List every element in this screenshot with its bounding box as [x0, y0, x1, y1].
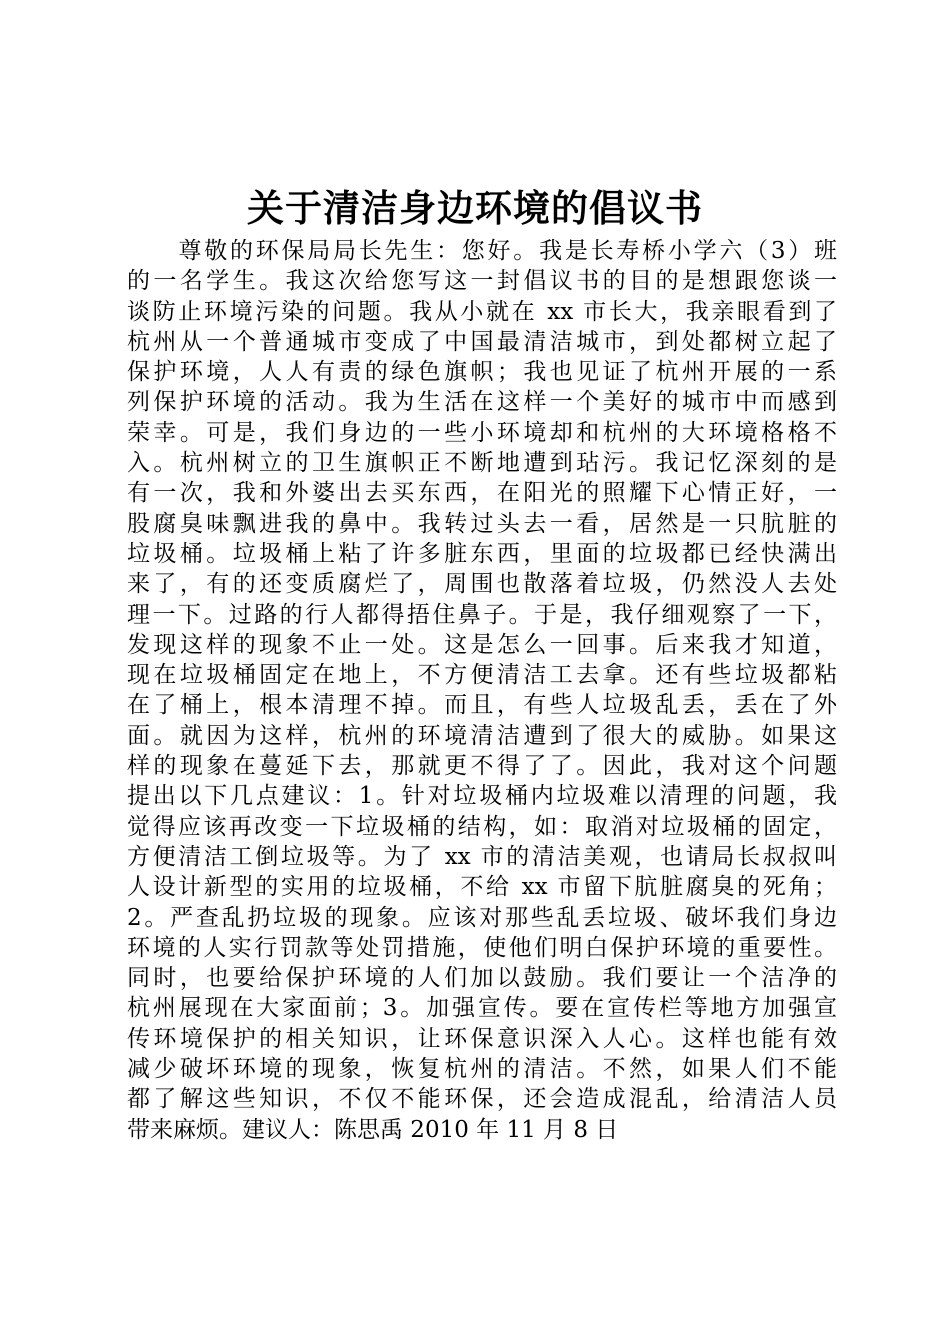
- body-line: 垃圾桶。垃圾桶上粘了许多脏东西，里面的垃圾都已经快满出: [127, 540, 837, 567]
- body-line: 杭州从一个普通城市变成了中国最清洁城市，到处都树立起了: [127, 328, 837, 355]
- body-line: 提出以下几点建议：1。针对垃圾桶内垃圾难以清理的问题，我: [127, 783, 837, 810]
- body-line: 理一下。过路的行人都得捂住鼻子。于是，我仔细观察了一下，: [127, 601, 837, 628]
- body-line: 带来麻烦。建议人：陈思禹 2010 年 11 月 8 日: [127, 1116, 619, 1143]
- body-line: 谈防止环境污染的问题。我从小就在 xx 市长大，我亲眼看到了: [127, 298, 837, 325]
- body-line: 发现这样的现象不止一处。这是怎么一回事。后来我才知道，: [127, 631, 837, 658]
- body-line: 的一名学生。我这次给您写这一封倡议书的目的是想跟您谈一: [127, 268, 837, 295]
- body-line: 减少破坏环境的现象，恢复杭州的清洁。不然，如果人们不能: [127, 1056, 837, 1083]
- document-title: 关于清洁身边环境的倡议书: [247, 186, 703, 230]
- body-line: 觉得应该再改变一下垃圾桶的结构，如：取消对垃圾桶的固定，: [127, 813, 837, 840]
- body-line: 来了，有的还变质腐烂了，周围也散落着垃圾，仍然没人去处: [127, 571, 837, 598]
- body-line: 保护环境，人人有责的绿色旗帜；我也见证了杭州开展的一系: [127, 359, 837, 386]
- body-line: 面。就因为这样，杭州的环境清洁遭到了很大的威胁。如果这: [127, 722, 837, 749]
- body-line: 尊敬的环保局局长先生：您好。我是长寿桥小学六（3）班: [127, 238, 837, 264]
- body-line: 荣幸。可是，我们身边的一些小环境却和杭州的大环境格格不: [127, 419, 837, 446]
- body-line: 列保护环境的活动。我为生活在这样一个美好的城市中而感到: [127, 389, 837, 416]
- body-line: 同时，也要给保护环境的人们加以鼓励。我们要让一个洁净的: [127, 965, 837, 992]
- body-line: 人设计新型的实用的垃圾桶，不给 xx 市留下肮脏腐臭的死角；: [127, 874, 837, 901]
- body-line: 方便清洁工倒垃圾等。为了 xx 市的清洁美观，也请局长叔叔叫: [127, 843, 837, 870]
- body-line: 环境的人实行罚款等处罚措施，使他们明白保护环境的重要性。: [127, 934, 837, 961]
- body-line: 股腐臭味飘进我的鼻中。我转过头去一看，居然是一只肮脏的: [127, 510, 837, 537]
- body-line: 都了解这些知识，不仅不能环保，还会造成混乱，给清洁人员: [127, 1086, 837, 1113]
- body-line: 传环境保护的相关知识，让环保意识深入人心。这样也能有效: [127, 1025, 837, 1052]
- body-line: 在了桶上，根本清理不掉。而且，有些人垃圾乱丢，丢在了外: [127, 692, 837, 719]
- body-line: 入。杭州树立的卫生旗帜正不断地遭到玷污。我记忆深刻的是: [127, 450, 837, 477]
- document-body: [127, 236, 837, 1145]
- body-line: 有一次，我和外婆出去买东西，在阳光的照耀下心情正好，一: [127, 480, 837, 507]
- body-line: 杭州展现在大家面前；3。加强宣传。要在宣传栏等地方加强宣: [127, 995, 837, 1022]
- body-line: 现在垃圾桶固定在地上，不方便清洁工去拿。还有些垃圾都粘: [127, 662, 837, 689]
- body-line: 样的现象在蔓延下去，那就更不得了了。因此，我对这个问题: [127, 753, 837, 780]
- body-line: 2。严查乱扔垃圾的现象。应该对那些乱丢垃圾、破坏我们身边: [127, 904, 837, 931]
